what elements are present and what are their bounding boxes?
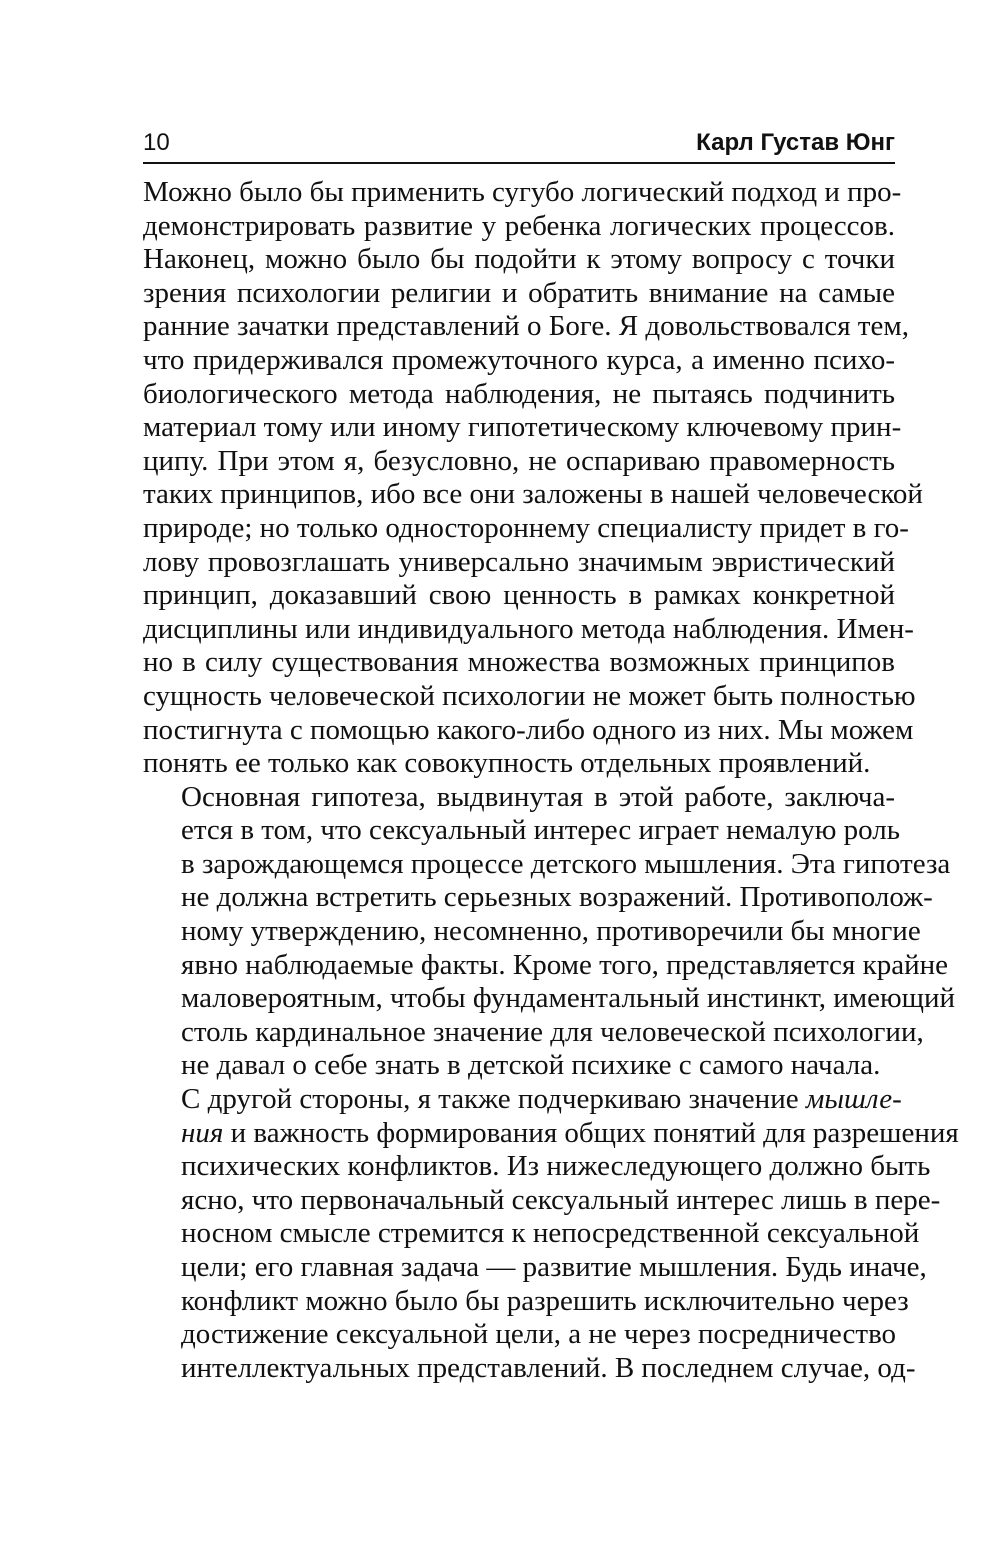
text-line: ется в том, что сексуальный интерес играет немалую роль [181, 814, 900, 847]
text-line: дисциплины или индивидуального метода наблюдения. Имен- [143, 612, 914, 645]
text-line: понять ее только как совокупность отдельных проявлений. [143, 747, 871, 780]
text-line: Основная гипотеза, выдвинутая в этой работе, заключа- [181, 780, 895, 813]
text-line: ципу. При этом я, безусловно, не оспариваю правомерность [143, 444, 895, 477]
text-line: принцип, доказавший свою ценность в рамках конкретной [143, 579, 895, 612]
text-line: не должна встретить серьезных возражений. Противополож- [181, 881, 933, 914]
paragraph-2 [143, 780, 956, 1083]
text-line: психических конфликтов. Из нижеследующего должно быть [181, 1150, 931, 1183]
text-line: Наконец, можно было бы подойти к этому вопросу с точки [143, 243, 895, 276]
text-line: ранние зачатки представлений о Боге. Я довольствовался тем, [143, 310, 909, 343]
text-line: постигнута с помощью какого-либо одного из них. Мы можем [143, 713, 914, 746]
text-line: Можно было бы применить сугубо логический подход и про- [143, 176, 902, 208]
text-line: конфликт можно было бы разрешить исключительно через [181, 1284, 909, 1317]
text-line: явно наблюдаемые факты. Кроме того, представляется крайне [181, 948, 948, 981]
text-line: сущность человеческой психологии не может быть полностью [143, 679, 916, 712]
text-line: демонстрировать развитие у ребенка логических процессов. [143, 209, 895, 242]
paragraph-3 [143, 1083, 959, 1385]
text-line: ясно, что первоначальный сексуальный интерес лишь в пере- [181, 1183, 941, 1216]
text-run: С другой стороны, я также подчеркиваю значение [181, 1083, 806, 1116]
text-line: достижение сексуальной цели, а не через посредничество [181, 1318, 897, 1351]
text-line: ному утверждению, несомненно, противоречили бы многие [181, 915, 921, 948]
running-header [143, 128, 895, 164]
text-line: материал тому или иному гипотетическому ключевому прин- [143, 411, 902, 444]
page-number: 10 [143, 129, 170, 156]
text-line [143, 1083, 902, 1117]
emphasis-text: мышле- [805, 1083, 902, 1116]
text-line: не давал о себе знать в детской психике с самого начала. [181, 1049, 881, 1082]
text-line: лову провозглашать универсально значимым эвристический [143, 545, 895, 578]
book-page [143, 128, 959, 1385]
text-line: что придерживался промежуточного курса, а именно психо- [143, 343, 895, 376]
text-line: носном смысле стремится к непосредственной сексуальной [181, 1217, 920, 1250]
text-line: столь кардинальное значение для человеческой психологии, [181, 1015, 924, 1048]
text-line: зрения психологии религии и обратить внимание на самые [143, 276, 895, 309]
running-title-author: Карл Густав Юнг [696, 129, 895, 156]
text-line: в зарождающемся процессе детского мышления. Эта гипотеза [181, 847, 951, 880]
text-line: но в силу существования множества возможных принципов [143, 646, 895, 679]
text-run: и важность формирования общих понятий для разрешения [223, 1116, 959, 1149]
text-line: интеллектуальных представлений. В последнем случае, од- [181, 1351, 916, 1384]
text-line: таких принципов, ибо все они заложены в нашей человеческой [143, 478, 923, 511]
text-line: маловероятным, чтобы фундаментальный инстинкт, имеющий [181, 982, 956, 1015]
body-text [143, 176, 959, 1385]
text-line: цели; его главная задача — развитие мышления. Будь иначе, [181, 1251, 927, 1283]
paragraph-1 [143, 176, 923, 781]
text-line: природе; но только одностороннему специалисту придет в го- [143, 511, 909, 544]
emphasis-text: ния [181, 1116, 224, 1149]
text-line: биологического метода наблюдения, не пытаясь подчинить [143, 377, 895, 410]
text-line [143, 1116, 959, 1151]
